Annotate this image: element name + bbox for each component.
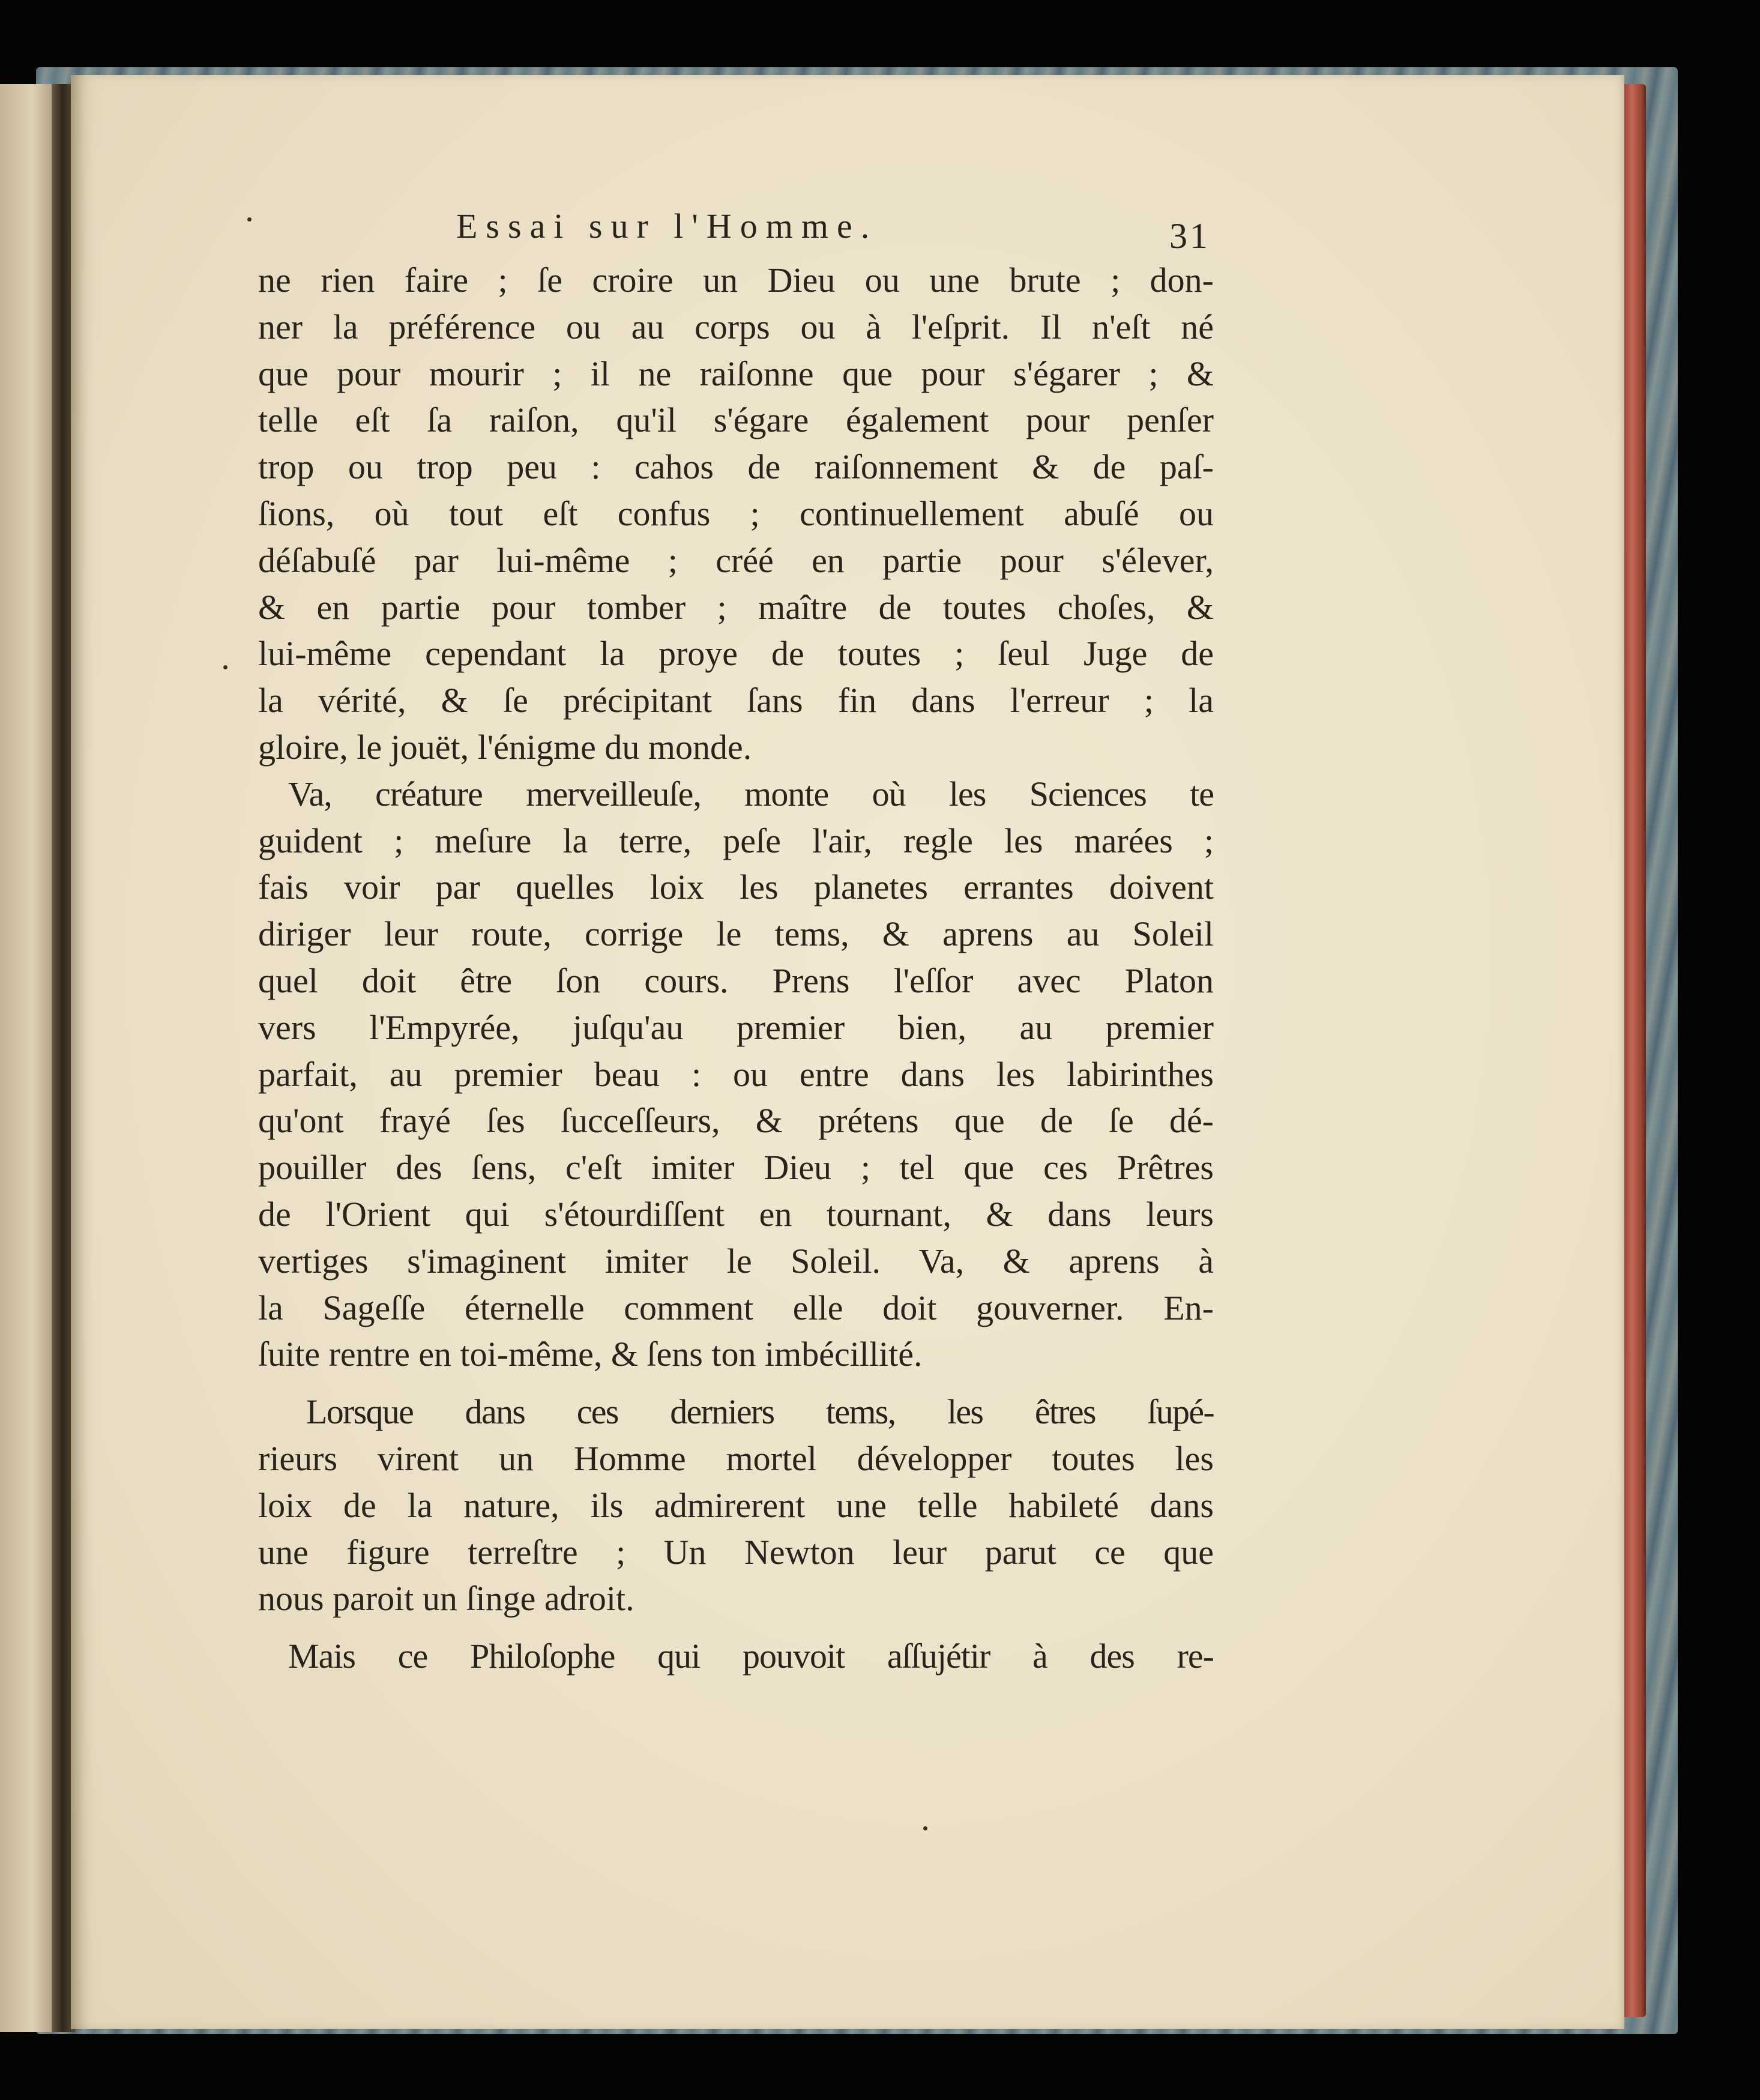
text-line: Mais ce Philoſophe qui pouvoit aſſujétir à des re-	[288, 1637, 1214, 1676]
text-line: quel doit être ſon cours. Prens l'eſſor avec Platon	[258, 961, 1214, 1000]
text-line: pouiller des ſens, c'eſt imiter Dieu ; tel que ces Prêtres	[258, 1148, 1214, 1187]
page-number: 31	[1169, 216, 1210, 256]
text-line: vertiges s'imaginent imiter le Soleil. Va, & aprens à	[258, 1241, 1214, 1281]
text-line: & en partie pour tomber ; maître de toutes choſes, &	[258, 587, 1214, 627]
text-line: loix de la nature, ils admirerent une telle habileté dans	[258, 1485, 1214, 1525]
text-line: Va, créature merveilleuſe, monte où les Sciences te	[288, 774, 1214, 813]
text-line: qu'ont frayé ſes ſucceſſeurs, & prétens que de ſe dé-	[258, 1101, 1214, 1141]
facing-page-edge	[0, 84, 59, 2032]
text-line: une figure terreſtre ; Un Newton leur parut ce que	[258, 1532, 1214, 1572]
text-line: rieurs virent un Homme mortel développer toutes les	[258, 1438, 1214, 1478]
text-line: la vérité, & ſe précipitant ſans fin dans l'erreur ; la	[258, 681, 1214, 720]
ink-speck	[247, 217, 252, 222]
text-line: parfait, au premier beau : ou entre dans les labirinthes	[258, 1054, 1214, 1094]
text-line: ner la préférence ou au corps ou à l'eſprit. Il n'eſt né	[258, 307, 1214, 346]
text-line: vers l'Empyrée, juſqu'au premier bien, au premier	[258, 1007, 1214, 1047]
red-fore-edge	[1622, 84, 1646, 2017]
text-line: diriger leur route, corrige le tems, & aprens au Soleil	[258, 914, 1214, 954]
running-head: Essai sur l'Homme.	[456, 207, 878, 246]
text-line: que pour mourir ; il ne raiſonne que pour s'égarer ; &	[258, 354, 1214, 393]
text-line: trop ou trop peu : cahos de raiſonnement & de paſ-	[258, 447, 1214, 487]
text-line: telle eſt ſa raiſon, qu'il s'égare également pour penſer	[258, 400, 1214, 440]
text-line: ne rien faire ; ſe croire un Dieu ou une brute ; don-	[258, 261, 1214, 300]
text-line: la Sageſſe éternelle comment elle doit gouverner. En-	[258, 1288, 1214, 1327]
body-text	[258, 257, 1214, 1680]
text-line: déſabuſé par lui-même ; créé en partie pour s'élever,	[258, 540, 1214, 580]
text-line: nous paroit un ſinge adroit.	[258, 1579, 634, 1619]
text-line: ſions, où tout eſt confus ; continuellement abuſé ou	[258, 493, 1214, 533]
ink-speck	[223, 665, 228, 669]
paragraph-gap	[258, 1378, 1214, 1389]
text-line: guident ; meſure la terre, peſe l'air, regle les marées ;	[258, 821, 1214, 860]
text-line: lui-même cependant la proye de toutes ; ſeul Juge de	[258, 634, 1214, 674]
paragraph-gap	[258, 1622, 1214, 1633]
text-line: de l'Orient qui s'étourdiſſent en tournant, & dans leurs	[258, 1194, 1214, 1234]
text-line: ſuite rentre en toi-même, & ſens ton imbécillité.	[258, 1335, 923, 1374]
text-line: Lorsque dans ces derniers tems, les êtres ſupé-	[306, 1392, 1214, 1432]
text-line: fais voir par quelles loix les planetes errantes doivent	[258, 867, 1214, 907]
ink-speck	[923, 1826, 927, 1830]
text-line: gloire, le jouët, l'énigme du monde.	[258, 727, 752, 767]
